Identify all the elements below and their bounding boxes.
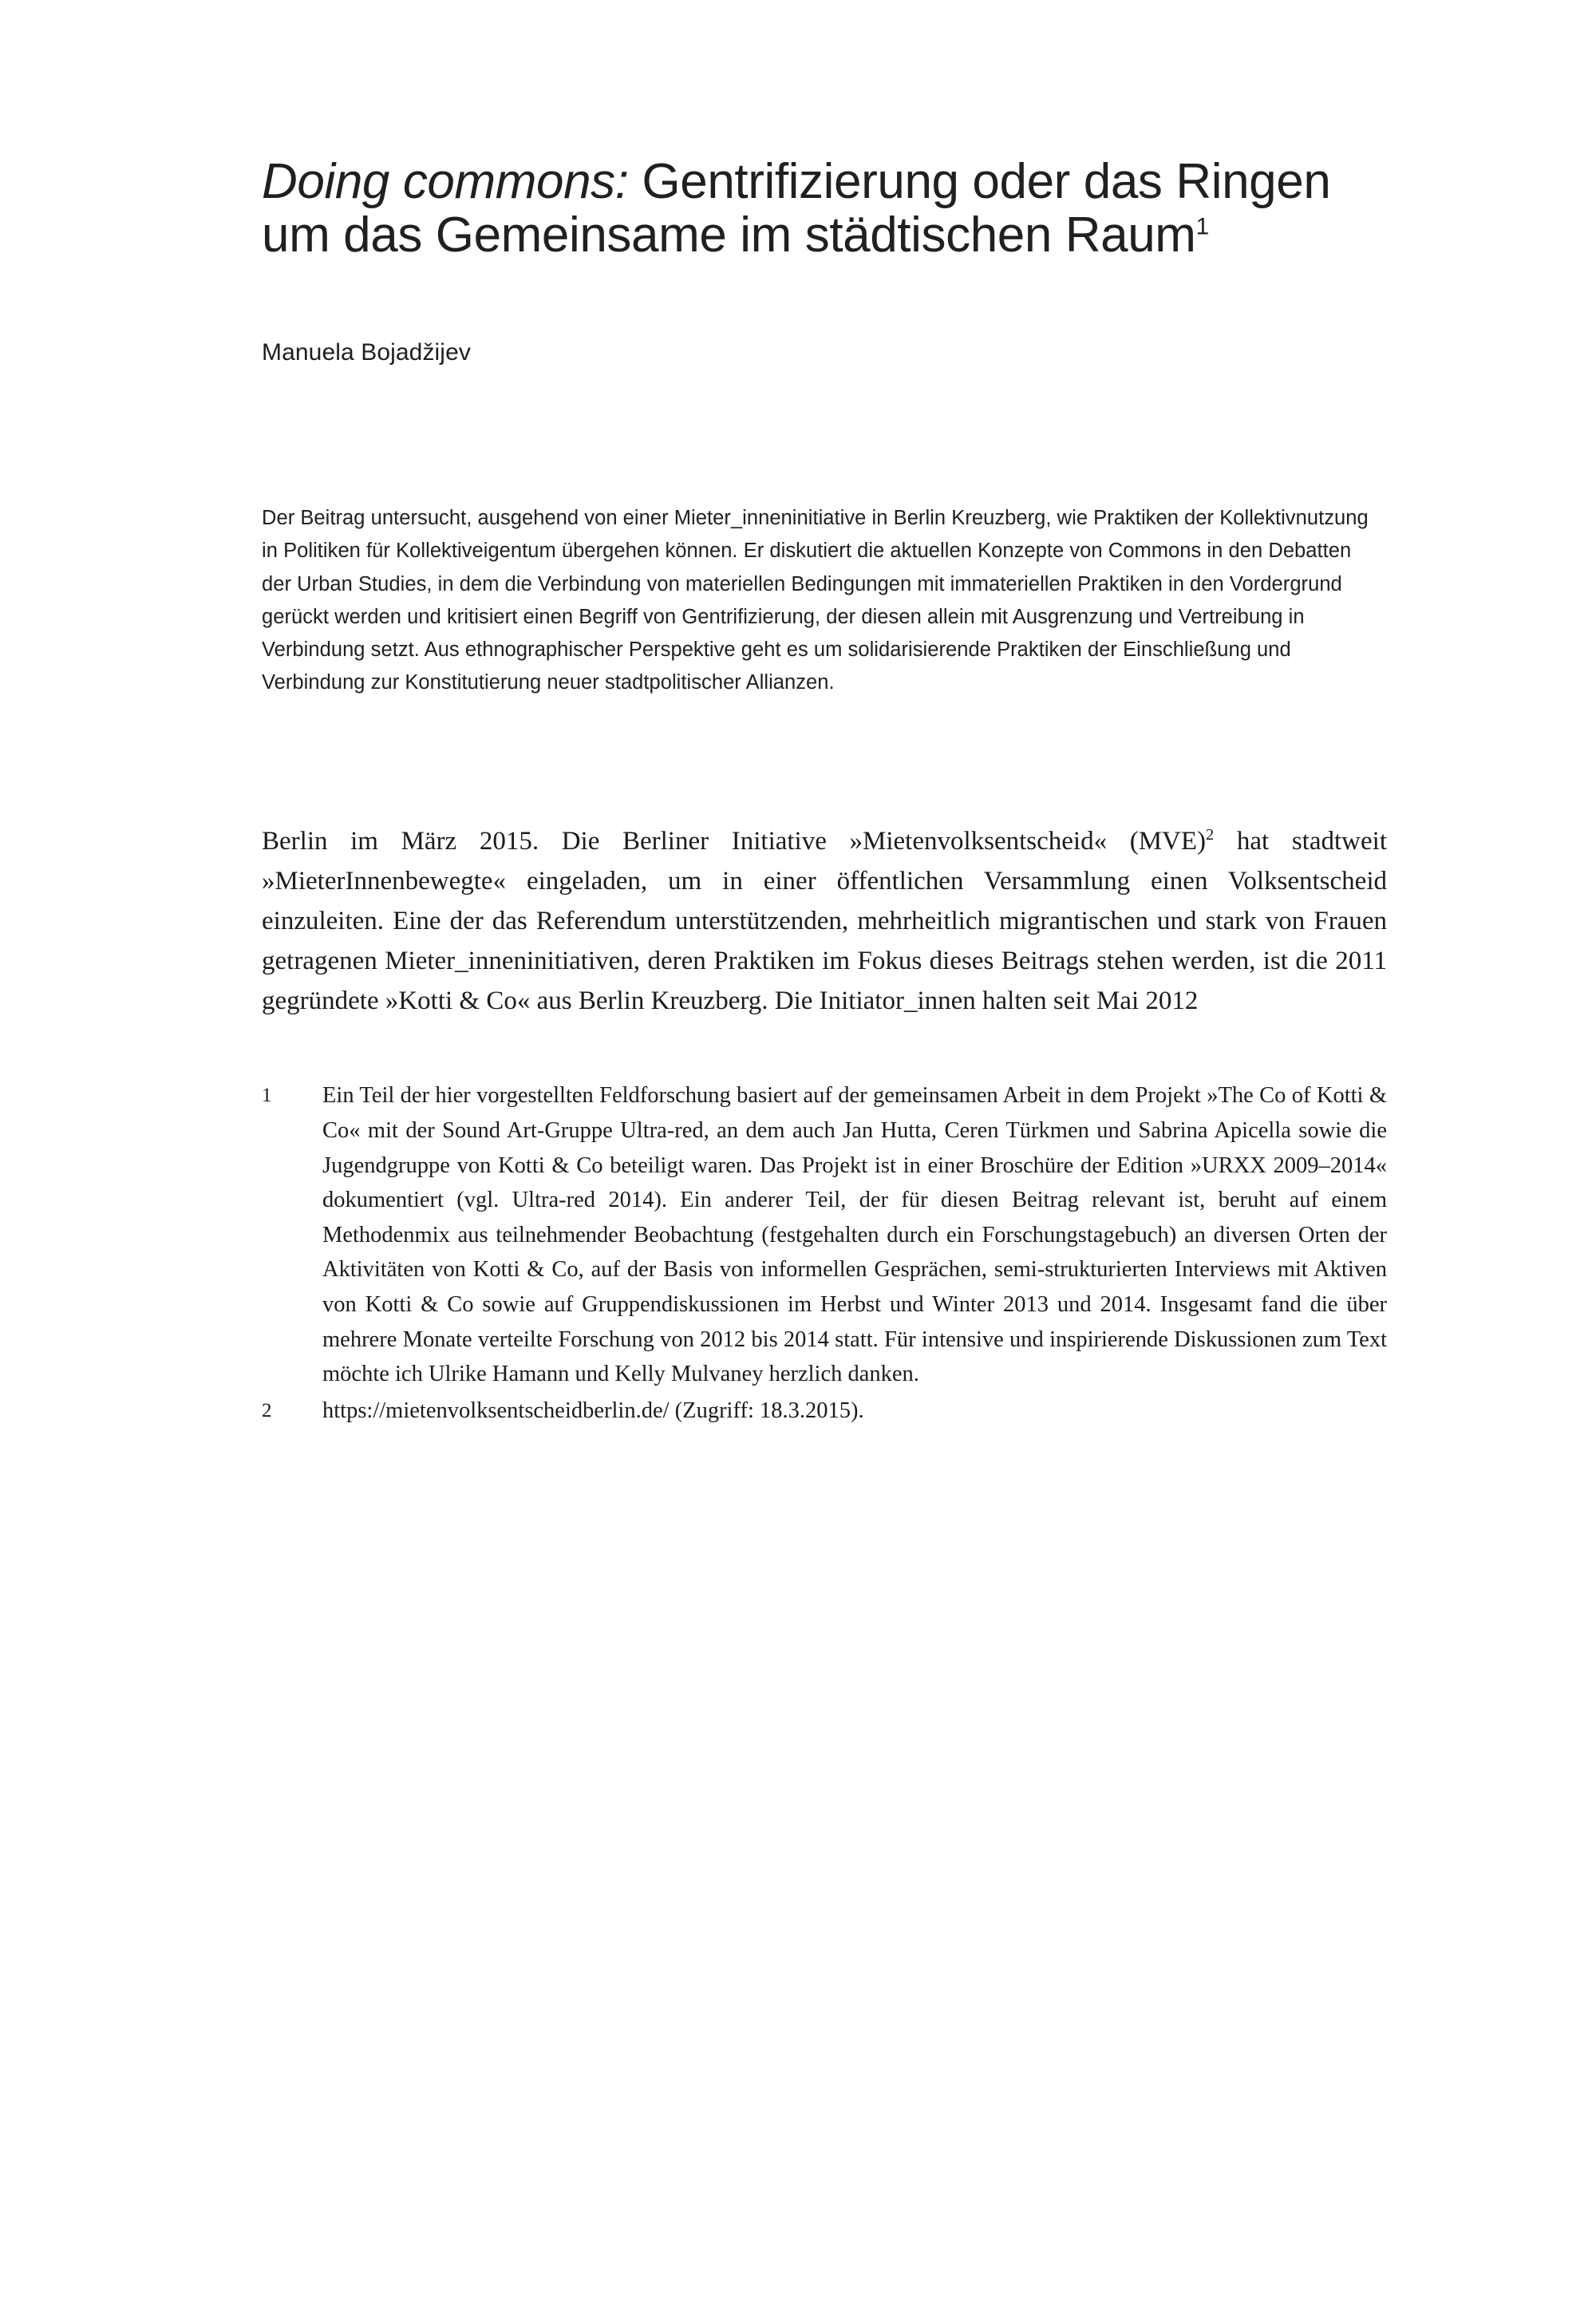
body-segment-2: hat stadtweit »MieterInnenbewegte« eingeladen, um in einer öffentlichen Versammlung einen Volksentscheid einzuleiten. Eine der das Referendum unterstützenden, mehrheitlich migrantischen und stark von Frauen getragenen Mieter_inneninitiativen, deren Praktiken im Fokus dieses Beitrags stehen werden, ist die 2011 gegründete »Kotti & Co« aus Berlin Kreuzberg. Die Initiator_innen halten seit Mai 2012 (262, 826, 1387, 1016)
page-title-rest: Gentrifizierung oder das Ringen um das Gemeinsame im städtischen Raum (262, 154, 1331, 263)
author-name: Manuela Bojadžijev (262, 338, 471, 366)
footnote-number: 1 (262, 1085, 272, 1107)
title-footnote-marker: 1 (1195, 213, 1209, 240)
footnote-text: https://mietenvolksentscheidberlin.de/ (Zugriff: 18.3.2015). (322, 1398, 864, 1423)
footnote-number: 2 (262, 1399, 272, 1421)
body-segment-1: Berlin im März 2015. Die Berliner Initiative »Mietenvolksentscheid« (MVE) (262, 826, 1207, 856)
body-footnote-marker: 2 (1206, 825, 1215, 844)
page-title-italic-part: Doing commons: (262, 154, 629, 209)
page-title (262, 156, 1387, 263)
footnote-item (262, 1394, 1387, 1429)
footnotes-section (262, 1078, 1387, 1428)
page-content (262, 156, 1387, 1429)
footnote-item (262, 1078, 1387, 1391)
abstract-text: Der Beitrag untersucht, ausgehend von einer Mieter_inneninitiative in Berlin Kreuzberg, wie Praktiken der Kollektivnutzung in Politiken für Kollektiveigentum übergehen können. Er diskutiert die aktuellen Konzepte von Commons in den Debatten der Urban Studies, in dem die Verbindung von materiellen Bedingungen mit immateriellen Praktiken in den Vordergrund gerückt werden und kritisiert einen Begriff von Gentrifizierung, der diesen allein mit Ausgrenzung und Vertreibung in Verbindung setzt. Aus ethnographischer Perspektive geht es um solidarisierende Praktiken der Einschließung und Verbindung zur Konstitutierung neuer stadtpolitischer Allianzen. (262, 506, 1369, 694)
footnote-text: Ein Teil der hier vorgestellten Feldforschung basiert auf der gemeinsamen Arbeit in dem Projekt »The Co of Kotti & Co« mit der Sound Art-Gruppe Ultra-red, an dem auch Jan Hutta, Ceren Türkmen und Sabrina Apicella sowie die Jugendgruppe von Kotti & Co beteiligt waren. Das Projekt ist in einer Broschüre der Edition »URXX 2009–2014« dokumentiert (vgl. Ultra-red 2014). Ein anderer Teil, der für diesen Beitrag relevant ist, beruht auf einem Methodenmix aus teilnehmender Beobachtung (festgehalten durch ein Forschungstagebuch) an diversen Orten der Aktivitäten von Kotti & Co, auf der Basis von informellen Gesprächen, semi-strukturierten Interviews mit Aktiven von Kotti & Co sowie auf Gruppendiskussionen im Herbst und Winter 2013 und 2014. Insgesamt fand die über mehrere Monate verteilte Forschung von 2012 bis 2014 statt. Für intensive und inspirierende Diskussionen zum Text möchte ich Ulrike Hamann und Kelly Mulvaney herzlich danken. (322, 1083, 1387, 1387)
body-paragraph (262, 821, 1387, 1022)
